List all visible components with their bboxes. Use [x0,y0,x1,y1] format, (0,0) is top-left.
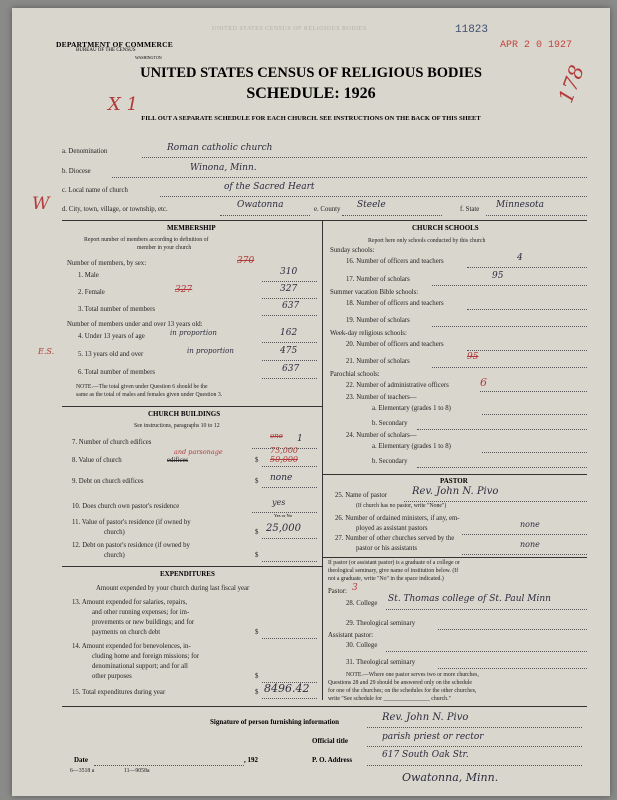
q29-label: 29. Theological seminary [346,620,416,627]
q30-label: 30. College [346,642,378,649]
q5-margin-mark: E.S. [38,347,55,356]
expenditures-sub: Amount expended by your church during last fiscal year [96,585,250,592]
address-label: P. O. Address [312,756,353,764]
buildings-heading: CHURCH BUILDINGS [148,410,221,418]
pastor-note: NOTE.—Where one pastor serves two or more churches, [346,672,479,678]
q7-struck: one [270,432,283,440]
q11-value: 25,000 [266,523,301,534]
q26-label: 26. Number of ordained ministers, if any, em- [335,515,460,522]
by-age-label: Number of members under and over 13 years old: [67,321,203,328]
membership-note: NOTE.—The total given under Question 6 should be the [76,384,208,390]
q7-label: 7. Number of church edifices [72,439,152,446]
pastor-note-2: Questions 28 and 29 should be answered only on the schedule [328,680,472,686]
date-stamp: APR 2 0 1927 [500,40,573,51]
q13-label: 13. Amount expended for salaries, repairs, [72,599,188,606]
diocese-label: b. Diocese [62,168,91,175]
q14-label-4: other purposes [92,673,132,680]
q17-label: 17. Number of scholars [346,276,410,283]
by-sex-label: Number of members, by sex: [67,260,147,267]
q13-label-2: and other running expenses; for im- [92,609,190,616]
official-title-label: Official title [312,737,348,745]
pastor-subhead: Pastor: [328,588,347,595]
q31-label: 31. Theological seminary [346,659,416,666]
membership-note-2: same as the total of males and females given under Question 3. [76,392,223,398]
q3-value: 637 [282,301,300,311]
serial-number: 11823 [455,24,489,36]
q10-label: 10. Does church own pastor's residence [72,503,180,510]
q26-label-2: ployed as assistant pastors [356,525,428,532]
local-name-label: c. Local name of church [62,187,128,194]
q1-label: 1. Male [78,272,99,279]
q25-label: 25. Name of pastor [335,492,388,499]
red-mark-x: X 1 [108,94,138,115]
pastor-note-4: write "See schedule for ________________ church." [328,696,451,702]
q24a-label: a. Elementary (grades 1 to 8) [372,443,451,450]
membership-intro-2: member in your church [137,245,192,251]
q9-value: none [270,473,293,483]
department-label: DEPARTMENT OF COMMERCE [56,40,173,49]
q14-label-2: cluding home and foreign missions; for [92,653,200,660]
red-mark-178: 178 [553,61,589,107]
address-value: 617 South Oak Str. [382,750,469,760]
q19-label: 19. Number of scholars [346,317,410,324]
pastor-note-3: for one of the churches; on the schedules for the other churches, [328,688,477,694]
q27-label-2: pastor or his assistants [356,545,417,552]
q23b-label: b. Secondary [372,420,408,427]
city-town-value: Owatonna [237,200,284,210]
grad-note-2: theological seminary, give name of institution below. (If [328,568,459,574]
expenditures-heading: EXPENDITURES [160,570,215,578]
q26-value: none [520,520,540,529]
q8-struck-word: edifices [167,457,189,464]
membership-intro: Report number of members according to definition of [84,237,209,243]
sunday-label: Sunday schools: [330,247,375,254]
signature-value: Rev. John N. Pivo [382,712,469,723]
form-number-2: 11—9058a [124,768,150,774]
q10-value: yes [272,498,286,507]
q8-struck-value: 50,000 [270,455,298,464]
schools-heading: CHURCH SCHOOLS [412,224,479,232]
q5-label: 5. 13 years old and over [78,351,144,358]
q2-label: 2. Female [78,289,105,296]
q5-value: 475 [280,346,298,356]
grad-note-3: not a graduate, write "No" in the space indicated.) [328,576,444,582]
q4-value: 162 [280,328,298,338]
q15-value: 8496.42 [264,682,310,695]
q27-label: 27. Number of other churches served by the [335,535,455,542]
q24b-label: b. Secondary [372,458,408,465]
census-form-sheet: UNITED STATES CENSUS OF RELIGIOUS BODIES DEPARTMENT OF COMMERCE BUREAU OF THE CENSUS WASHINGTON 11823 APR 2 0 1927 UNITED STATES CENSUS OF RELIGIOUS BODIES SCHEDULE: 1926 X 1 178 FILL OUT A SEPARATE SCHEDULE FOR EACH CHURCH. SEE INSTRUCTIONS ON THE BACK OF THIS SHEET a. Denomination Roman catholic church b. Diocese Winona, Minn. c. Local name of church of the Sacred Heart W d. City, town, village, or township, etc. Owatonna e. County Steele f. State Minnesota MEMBERSHIP Report number of members according to definition of member in your church Number of members, by sex: 370 1. Male 310 2. Female 327 327 3. Total number of members 637 Number of members under and over 13 years old: 4. Under 13 years of age in proportion 162 E.S. 5. 13 years old and over in proportion 475 6. Total number of members 637 NOTE.—The total given under Question 6 should be the same as the total of males and females given under Question 3. CHURCH BUILDINGS See instructions, paragraphs 10 to 12 7. Number of church edifices one 1 8. Value of church edifices and parsonage $ 75,000 50,000 9. Debt on church edifices $ none 10. Does church own pastor's residence yes Yes or No 11. Value of pastor's residence (if owned by church) $ 25,000 12. Debt on pastor's residence (if owned by church) $ EXPENDITURES Amount expended by your church during last fiscal year 13. Amount expended for salaries, repairs, and other running expenses; for im- provements or new buildings; and for payments on church debt $ 14. Amount expended for benevolences, in- cluding home and foreign missions; for denominational support; and for all other purposes $ 15. Total expenditures during year $ 8496.42 CHURCH SCHOOLS Report here only schools conducted by this church Sunday schools: 16. Number of officers and teachers 4 17. Number of scholars 95 Summer vacation Bible schools: 18. Number of officers and teachers 19. Number of scholars Week-day religious schools: 20. Number of officers and teachers 21. Number of scholars 95 Parochial schools: 22. Number of administrative officers 6 23. Number of teachers— a. Elementary (grades 1 to 8) b. Secondary 24. Number of scholars— a. Elementary (grades 1 to 8) b. Secondary PASTOR 25. Name of pastor Rev. John N. Pivo (If church has no pastor, write "None") 26. Number of ordained ministers, if any, em- ployed as assistant pastors none 27. Number of other churches served by the pastor or his assistants none If pastor (or assistant pastor) is a graduate of a college or theological seminary, give name of institution below. (If not a graduate, write "No" in the space indicated.) Pastor: 3 28. College St. Thomas college of St. Paul Minn 29. Theological seminary Assistant pastor: 30. College 31. Theological seminary NOTE.—Where one pastor serves two or more churches, Questions 28 and 29 should be answered only on the schedule for one of the churches; on the schedules for the other churches, write "See schedule for ________________ church." Signature of person furnishing information Rev. John N. Pivo Official title parish priest or rector Date , 192 P. O. Address 617 South Oak Str. 6—3518 a 11—9058a Owatonna, Minn. [12,8,610,796]
q21-value: 95 [467,352,479,362]
buildings-sub: See instructions, paragraphs 10 to 12 [134,423,220,429]
q21-label: 21. Number of scholars [346,358,410,365]
q18-label: 18. Number of officers and teachers [346,300,444,307]
q28-value: St. Thomas college of St. Paul Minn [388,594,551,604]
county-label: e. County [314,206,341,213]
pastor-heading: PASTOR [440,477,468,485]
q25-value: Rev. John N. Pivo [412,486,499,497]
q24-label: 24. Number of scholars— [346,432,417,439]
q17-value: 95 [492,271,504,281]
q14-label-3: denominational support; and for all [92,663,188,670]
q27-value: none [520,540,540,549]
q20-label: 20. Number of officers and teachers [346,341,444,348]
q10-hint: Yes or No [274,513,293,518]
q2-struck: 327 [175,285,193,295]
pastor-mark: 3 [352,583,358,593]
weekday-label: Week-day religious schools: [330,330,407,337]
assistant-pastor-subhead: Assistant pastor: [328,632,374,639]
q16-value: 4 [517,253,523,263]
denomination-label: a. Denomination [62,148,108,155]
state-value: Minnesota [496,200,545,210]
q6-label: 6. Total number of members [78,369,155,376]
q7-value: 1 [297,434,303,444]
date-label: Date [74,756,88,764]
q4-label: 4. Under 13 years of age [78,333,145,340]
city-town-label: d. City, town, village, or township, etc. [62,206,168,213]
membership-heading: MEMBERSHIP [167,224,216,232]
q1-value: 310 [280,267,298,277]
q9-label: 9. Debt on church edifices [72,478,144,485]
q11-label-2: church) [104,529,125,536]
q22-label: 22. Number of administrative officers [346,382,449,389]
state-label: f. State [460,206,480,213]
local-name-value: of the Sacred Heart [224,182,315,192]
signature-label: Signature of person furnishing information [210,718,339,726]
form-title: UNITED STATES CENSUS OF RELIGIOUS BODIES [140,65,482,81]
year-label: , 192 [244,756,258,764]
q5-note: in proportion [187,347,234,355]
q8-value: 75,000 [270,446,298,455]
official-title-value: parish priest or rector [382,732,484,742]
q22-value: 6 [480,376,487,389]
q23a-label: a. Elementary (grades 1 to 8) [372,405,451,412]
q8-label: 8. Value of church [72,457,122,464]
summer-label: Summer vacation Bible schools: [330,289,419,296]
schedule-title: SCHEDULE: 1926 [246,85,376,102]
q11-label: 11. Value of pastor's residence (if owned by [72,519,191,526]
form-number: 6—3518 a [70,768,95,774]
q16-label: 16. Number of officers and teachers [346,258,444,265]
city-label: WASHINGTON [135,55,162,60]
q6-value: 637 [282,364,300,374]
q15-label: 15. Total expenditures during year [72,689,166,696]
q14-label: 14. Amount expended for benevolences, in- [72,643,191,650]
q13-label-4: payments on church debt [92,629,161,636]
q13-label-3: provements or new buildings; and for [92,619,195,626]
q28-label: 28. College [346,600,378,607]
grad-note: If pastor (or assistant pastor) is a graduate of a college or [328,560,460,566]
diocese-value: Winona, Minn. [190,163,257,173]
q23-label: 23. Number of teachers— [346,394,417,401]
denomination-value: Roman catholic church [167,143,273,153]
schools-intro: Report here only schools conducted by this church [368,238,486,244]
by-sex-note: 370 [237,256,255,266]
red-mark-w: W [32,194,50,214]
county-value: Steele [357,200,386,210]
q12-label-2: church) [104,552,125,559]
q25-note: (If church has no pastor, write "None") [356,503,447,509]
q3-label: 3. Total number of members [78,306,155,313]
q2-value: 327 [280,284,298,294]
q4-note: in proportion [170,329,217,337]
address-city-value: Owatonna, Minn. [402,771,499,784]
instruction-line: FILL OUT A SEPARATE SCHEDULE FOR EACH CHURCH. SEE INSTRUCTIONS ON THE BACK OF THIS SHEET [141,115,481,122]
parochial-label: Parochial schools: [330,371,380,378]
q8-insert: and parsonage [174,448,223,456]
ghost-text: UNITED STATES CENSUS OF RELIGIOUS BODIES [212,26,367,32]
q12-label: 12. Debt on pastor's residence (if owned by [72,542,190,549]
bureau-label: BUREAU OF THE CENSUS [76,48,136,53]
